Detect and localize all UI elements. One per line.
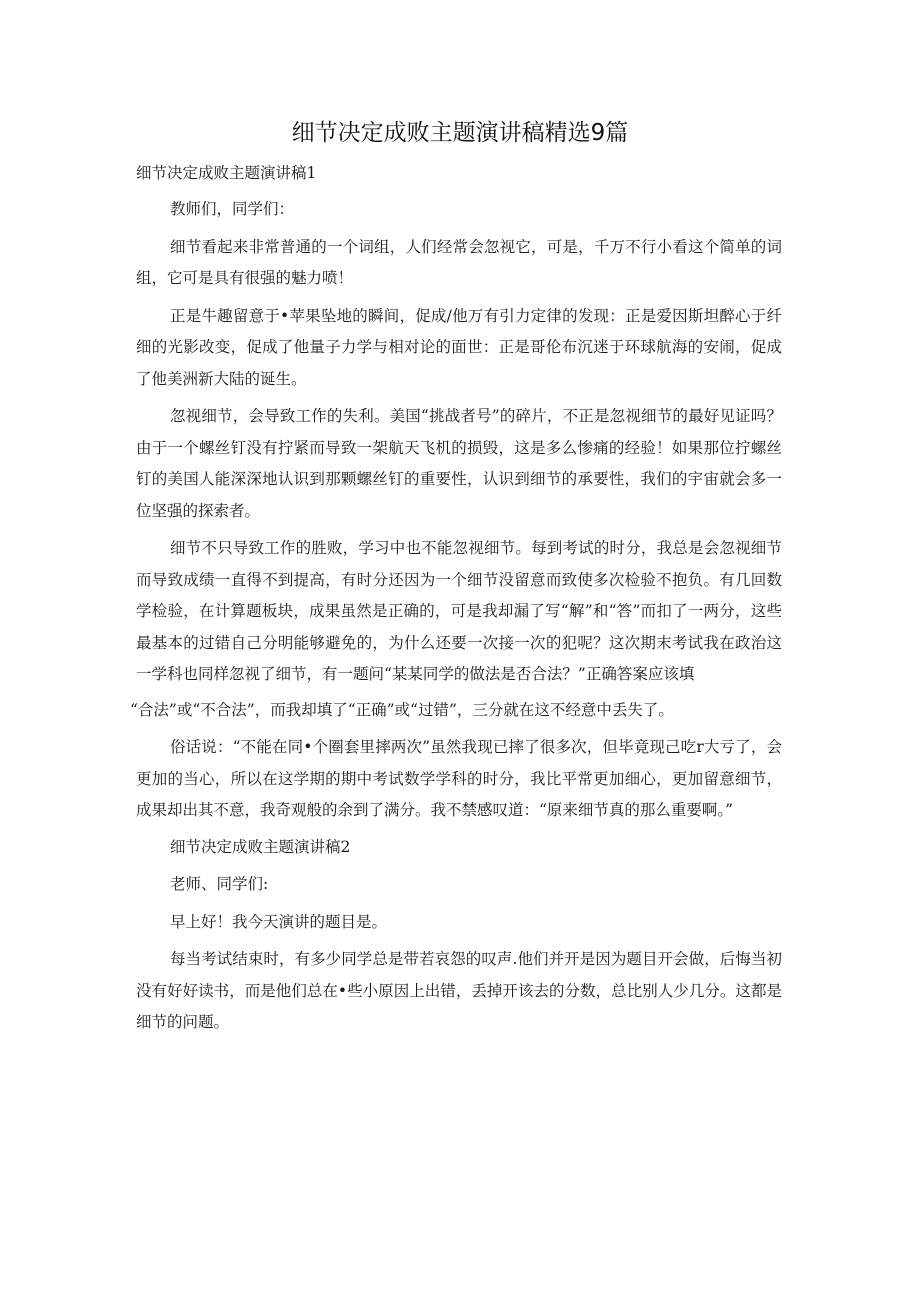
paragraph-greeting-2: 老师、同学们: bbox=[170, 875, 269, 893]
document-title: 细节决定成败主题演讲稿精选9篇 bbox=[291, 120, 629, 146]
paragraph: 正是牛趣留意于•苹果坠地的瞬间，促成/他万有引力定律的发现：正是爱因斯坦醉心于纤细的光影改变，促成了他量子力学与相对论的面世：正是哥伦布沉迷于环球航海的安闹，促成了他美洲新大陆的诞生。 bbox=[136, 306, 782, 388]
section-heading-1: 细节决定成败主题演讲稿1 bbox=[136, 164, 317, 182]
paragraph: 每当考试结束时，有多少同学总是带若哀怨的叹声.他们并开是因为题目开会做，后悔当初没有好好读书，而是他们总在•些小原因上出错，丢掉开该去的分数，总比别人少几分。这都是细节的问题。 bbox=[136, 950, 782, 1031]
paragraph: 早上好！我今天演讲的题目是。 bbox=[170, 912, 388, 931]
section-heading-2: 细节决定成败主题演讲稿2 bbox=[170, 837, 351, 856]
document-body bbox=[130, 158, 782, 1039]
paragraph-greeting-1: 教师们，同学们： bbox=[170, 200, 295, 218]
paragraph: 细节不只导致工作的胜败，学习中也不能忽视细节。每到考试的时分，我总是会忽视细节而导致成绩一直得不到提高，有时分还因为一个细节没留意而致使多次检验不抱负。有几回数学检验，在计算题板块，成果虽然是正确的，可是我却漏了写“解”和“答”而扣了一两分，这些最基本的过错自己分明能够避免的，为什么还要一次接一次的犯呢？这次期末考试我在政治这一学科也同样忽视了细节，有一题问“某某同学的做法是否合法？”正确答案应该填 bbox=[136, 539, 782, 683]
paragraph: 细节看起来非常普通的一个词组，人们经常会忽视它，可是，千万不行小看这个简单的词组，它可是具有很强的魅力喷！ bbox=[136, 237, 782, 287]
paragraph: 俗话说：“不能在同•个圈套里摔两次”虽然我现已摔了很多次，但毕竟现己吃r大亏了，会更加的当心，所以在这学期的期中考试数学学科的时分，我比平常更加细心，更加留意细节，成果却出其不意，我奇观般的余到了满分。我不禁感叹道：“原来细节真的那么重要啊。” bbox=[136, 738, 782, 819]
paragraph-continuation: “合法”或“不合法”，而我却填了“正确”或“过错”，三分就在这不经意中丢失了。 bbox=[130, 700, 674, 719]
paragraph: 忽视细节，会导致工作的失利。美国“挑战者号”的碎片，不正是忽视细节的最好见证吗？由于一个螺丝钉没有拧紧而导致一架航天飞机的损毁，这是多么惨痛的经验！如果那位拧螺丝钉的美国人能深深地认识到那颗螺丝钉的重要性，认识到细节的承要性，我们的宇宙就会多一位坚强的探索者。 bbox=[136, 407, 782, 520]
